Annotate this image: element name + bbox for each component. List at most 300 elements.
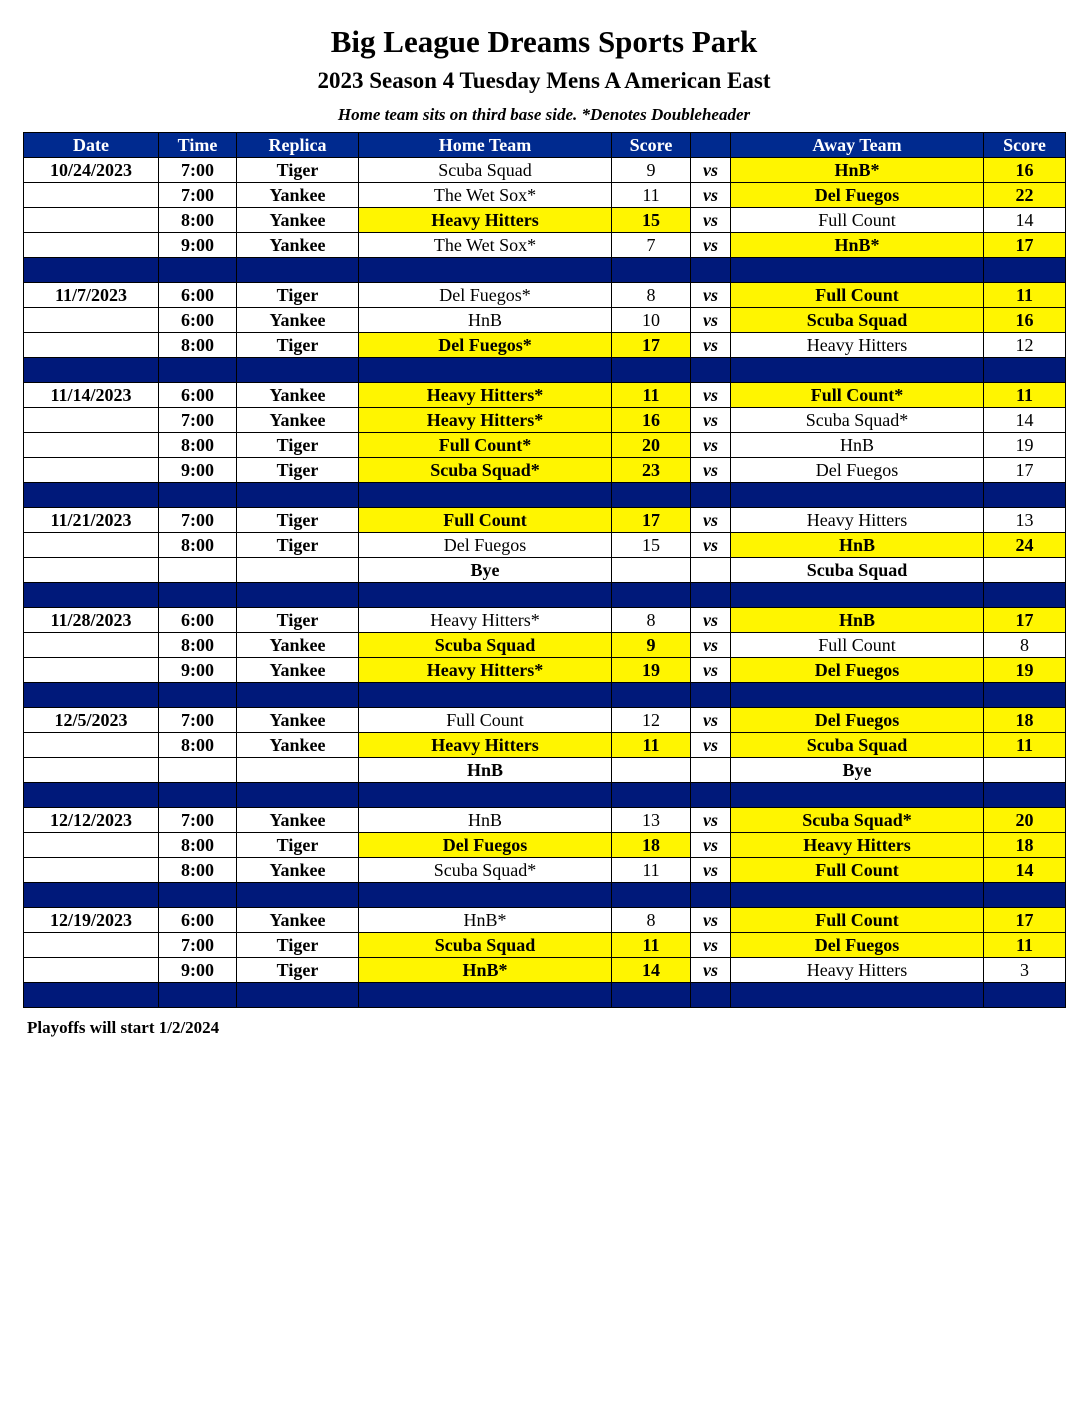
vs-cell: vs bbox=[691, 958, 731, 983]
home-team-cell: Heavy Hitters* bbox=[359, 658, 612, 683]
separator-cell bbox=[691, 983, 731, 1008]
table-row bbox=[24, 508, 1066, 533]
col-header-date: Date bbox=[24, 133, 159, 158]
separator-cell bbox=[359, 583, 612, 608]
date-cell: 10/24/2023 bbox=[24, 158, 159, 183]
replica-cell: Yankee bbox=[237, 633, 359, 658]
separator-cell bbox=[237, 358, 359, 383]
home-team-cell: Full Count* bbox=[359, 433, 612, 458]
away-team-cell: Scuba Squad bbox=[731, 733, 984, 758]
home-team-cell: Heavy Hitters bbox=[359, 733, 612, 758]
table-row bbox=[24, 733, 1066, 758]
time-cell: 7:00 bbox=[159, 933, 237, 958]
away-team-cell: HnB* bbox=[731, 158, 984, 183]
home-team-cell: The Wet Sox* bbox=[359, 183, 612, 208]
time-cell: 9:00 bbox=[159, 958, 237, 983]
away-score-cell: 11 bbox=[984, 933, 1066, 958]
home-team-cell: HnB bbox=[359, 758, 612, 783]
date-cell bbox=[24, 308, 159, 333]
vs-cell: vs bbox=[691, 858, 731, 883]
replica-cell: Yankee bbox=[237, 208, 359, 233]
home-team-cell: Heavy Hitters* bbox=[359, 383, 612, 408]
away-team-cell: Scuba Squad bbox=[731, 558, 984, 583]
home-team-cell: HnB bbox=[359, 808, 612, 833]
away-score-cell: 11 bbox=[984, 283, 1066, 308]
time-cell bbox=[159, 758, 237, 783]
header-row bbox=[24, 133, 1066, 158]
home-score-cell: 17 bbox=[612, 333, 691, 358]
separator-cell bbox=[24, 883, 159, 908]
home-score-cell: 19 bbox=[612, 658, 691, 683]
table-row bbox=[24, 933, 1066, 958]
away-score-cell bbox=[984, 758, 1066, 783]
separator-cell bbox=[691, 258, 731, 283]
home-team-cell: HnB bbox=[359, 308, 612, 333]
home-score-cell: 17 bbox=[612, 508, 691, 533]
table-row bbox=[24, 208, 1066, 233]
home-score-cell: 14 bbox=[612, 958, 691, 983]
separator-cell bbox=[237, 583, 359, 608]
table-row bbox=[24, 558, 1066, 583]
separator-cell bbox=[731, 883, 984, 908]
away-score-cell: 17 bbox=[984, 908, 1066, 933]
separator-cell bbox=[24, 783, 159, 808]
time-cell: 7:00 bbox=[159, 408, 237, 433]
away-score-cell: 24 bbox=[984, 533, 1066, 558]
separator-cell bbox=[691, 358, 731, 383]
replica-cell: Tiger bbox=[237, 283, 359, 308]
separator-cell bbox=[359, 883, 612, 908]
separator-cell bbox=[159, 483, 237, 508]
table-row bbox=[24, 858, 1066, 883]
home-score-cell: 9 bbox=[612, 158, 691, 183]
separator-cell bbox=[984, 483, 1066, 508]
separator-cell bbox=[237, 683, 359, 708]
away-score-cell: 13 bbox=[984, 508, 1066, 533]
away-score-cell: 11 bbox=[984, 383, 1066, 408]
separator-row bbox=[24, 358, 1066, 383]
away-score-cell bbox=[984, 558, 1066, 583]
separator-cell bbox=[237, 483, 359, 508]
replica-cell bbox=[237, 758, 359, 783]
replica-cell: Tiger bbox=[237, 158, 359, 183]
date-cell bbox=[24, 533, 159, 558]
separator-cell bbox=[691, 583, 731, 608]
separator-cell bbox=[159, 358, 237, 383]
replica-cell: Tiger bbox=[237, 333, 359, 358]
table-row bbox=[24, 608, 1066, 633]
separator-cell bbox=[984, 683, 1066, 708]
time-cell: 8:00 bbox=[159, 733, 237, 758]
table-row bbox=[24, 758, 1066, 783]
home-team-cell: Scuba Squad* bbox=[359, 458, 612, 483]
away-score-cell: 17 bbox=[984, 458, 1066, 483]
separator-cell bbox=[984, 583, 1066, 608]
col-header-away-team: Away Team bbox=[731, 133, 984, 158]
vs-cell: vs bbox=[691, 158, 731, 183]
replica-cell: Yankee bbox=[237, 658, 359, 683]
separator-cell bbox=[612, 483, 691, 508]
home-score-cell: 11 bbox=[612, 858, 691, 883]
replica-cell: Tiger bbox=[237, 958, 359, 983]
schedule-body bbox=[24, 158, 1066, 1008]
date-cell bbox=[24, 558, 159, 583]
separator-cell bbox=[691, 483, 731, 508]
away-team-cell: Bye bbox=[731, 758, 984, 783]
vs-cell: vs bbox=[691, 283, 731, 308]
page-subtitle: 2023 Season 4 Tuesday Mens A American East bbox=[317, 68, 771, 93]
separator-cell bbox=[359, 358, 612, 383]
replica-cell: Yankee bbox=[237, 908, 359, 933]
away-score-cell: 14 bbox=[984, 858, 1066, 883]
vs-cell: vs bbox=[691, 333, 731, 358]
replica-cell: Yankee bbox=[237, 808, 359, 833]
away-team-cell: HnB bbox=[731, 533, 984, 558]
away-team-cell: Heavy Hitters bbox=[731, 333, 984, 358]
date-cell bbox=[24, 433, 159, 458]
away-team-cell: Full Count bbox=[731, 633, 984, 658]
schedule-table bbox=[23, 132, 1066, 1008]
time-cell: 7:00 bbox=[159, 158, 237, 183]
vs-cell: vs bbox=[691, 733, 731, 758]
away-score-cell: 11 bbox=[984, 733, 1066, 758]
col-header-home-team: Home Team bbox=[359, 133, 612, 158]
away-score-cell: 14 bbox=[984, 408, 1066, 433]
table-row bbox=[24, 308, 1066, 333]
separator-cell bbox=[159, 583, 237, 608]
vs-cell: vs bbox=[691, 433, 731, 458]
time-cell: 7:00 bbox=[159, 183, 237, 208]
separator-cell bbox=[159, 258, 237, 283]
time-cell: 8:00 bbox=[159, 533, 237, 558]
vs-cell: vs bbox=[691, 408, 731, 433]
time-cell: 9:00 bbox=[159, 233, 237, 258]
time-cell: 9:00 bbox=[159, 458, 237, 483]
date-cell bbox=[24, 458, 159, 483]
replica-cell: Yankee bbox=[237, 308, 359, 333]
home-score-cell: 15 bbox=[612, 533, 691, 558]
separator-cell bbox=[612, 683, 691, 708]
date-cell bbox=[24, 733, 159, 758]
away-score-cell: 18 bbox=[984, 708, 1066, 733]
away-score-cell: 17 bbox=[984, 233, 1066, 258]
col-header-time: Time bbox=[159, 133, 237, 158]
home-score-cell: 8 bbox=[612, 608, 691, 633]
date-cell bbox=[24, 408, 159, 433]
separator-cell bbox=[984, 358, 1066, 383]
home-team-cell: Heavy Hitters bbox=[359, 208, 612, 233]
home-score-cell: 16 bbox=[612, 408, 691, 433]
home-score-cell bbox=[612, 558, 691, 583]
home-team-cell: Full Count bbox=[359, 508, 612, 533]
separator-row bbox=[24, 883, 1066, 908]
home-team-cell: Full Count bbox=[359, 708, 612, 733]
table-row bbox=[24, 233, 1066, 258]
date-cell: 12/5/2023 bbox=[24, 708, 159, 733]
home-score-cell: 18 bbox=[612, 833, 691, 858]
away-team-cell: HnB bbox=[731, 433, 984, 458]
home-score-cell: 23 bbox=[612, 458, 691, 483]
separator-cell bbox=[984, 983, 1066, 1008]
vs-cell: vs bbox=[691, 308, 731, 333]
away-team-cell: Del Fuegos bbox=[731, 458, 984, 483]
vs-cell: vs bbox=[691, 383, 731, 408]
separator-cell bbox=[24, 483, 159, 508]
time-cell: 7:00 bbox=[159, 808, 237, 833]
separator-cell bbox=[24, 983, 159, 1008]
time-cell: 7:00 bbox=[159, 508, 237, 533]
home-score-cell: 12 bbox=[612, 708, 691, 733]
separator-cell bbox=[237, 983, 359, 1008]
separator-cell bbox=[731, 783, 984, 808]
date-cell: 12/12/2023 bbox=[24, 808, 159, 833]
time-cell: 8:00 bbox=[159, 333, 237, 358]
separator-cell bbox=[984, 883, 1066, 908]
separator-cell bbox=[612, 783, 691, 808]
date-cell bbox=[24, 233, 159, 258]
replica-cell: Tiger bbox=[237, 433, 359, 458]
away-score-cell: 17 bbox=[984, 608, 1066, 633]
date-cell bbox=[24, 958, 159, 983]
date-cell bbox=[24, 183, 159, 208]
table-row bbox=[24, 908, 1066, 933]
home-team-cell: Del Fuegos* bbox=[359, 283, 612, 308]
separator-cell bbox=[237, 883, 359, 908]
time-cell: 8:00 bbox=[159, 433, 237, 458]
separator-cell bbox=[731, 983, 984, 1008]
time-cell: 9:00 bbox=[159, 658, 237, 683]
home-score-cell: 8 bbox=[612, 908, 691, 933]
time-cell: 8:00 bbox=[159, 633, 237, 658]
away-score-cell: 16 bbox=[984, 308, 1066, 333]
separator-cell bbox=[691, 683, 731, 708]
replica-cell: Yankee bbox=[237, 733, 359, 758]
separator-row bbox=[24, 983, 1066, 1008]
time-cell: 6:00 bbox=[159, 283, 237, 308]
away-team-cell: Full Count bbox=[731, 208, 984, 233]
time-cell: 8:00 bbox=[159, 208, 237, 233]
home-team-cell: The Wet Sox* bbox=[359, 233, 612, 258]
table-row bbox=[24, 658, 1066, 683]
away-score-cell: 8 bbox=[984, 633, 1066, 658]
replica-cell: Yankee bbox=[237, 408, 359, 433]
separator-cell bbox=[359, 683, 612, 708]
time-cell: 6:00 bbox=[159, 608, 237, 633]
date-cell bbox=[24, 933, 159, 958]
separator-cell bbox=[159, 783, 237, 808]
vs-cell: vs bbox=[691, 533, 731, 558]
home-score-cell: 15 bbox=[612, 208, 691, 233]
separator-cell bbox=[612, 583, 691, 608]
home-team-cell: Del Fuegos bbox=[359, 833, 612, 858]
separator-cell bbox=[359, 983, 612, 1008]
away-score-cell: 18 bbox=[984, 833, 1066, 858]
table-row bbox=[24, 708, 1066, 733]
page-note: Home team sits on third base side. *Denotes Doubleheader bbox=[337, 105, 751, 124]
vs-cell: vs bbox=[691, 833, 731, 858]
vs-cell bbox=[691, 558, 731, 583]
separator-cell bbox=[24, 258, 159, 283]
vs-cell: vs bbox=[691, 908, 731, 933]
away-team-cell: Heavy Hitters bbox=[731, 508, 984, 533]
home-team-cell: Heavy Hitters* bbox=[359, 608, 612, 633]
vs-cell bbox=[691, 758, 731, 783]
away-team-cell: Scuba Squad* bbox=[731, 808, 984, 833]
date-cell bbox=[24, 758, 159, 783]
col-header-replica: Replica bbox=[237, 133, 359, 158]
home-team-cell: HnB* bbox=[359, 958, 612, 983]
separator-cell bbox=[731, 583, 984, 608]
away-score-cell: 12 bbox=[984, 333, 1066, 358]
time-cell bbox=[159, 558, 237, 583]
home-score-cell: 11 bbox=[612, 933, 691, 958]
replica-cell: Tiger bbox=[237, 458, 359, 483]
away-team-cell: HnB bbox=[731, 608, 984, 633]
separator-cell bbox=[984, 258, 1066, 283]
col-header-away-score: Score bbox=[984, 133, 1066, 158]
away-team-cell: Scuba Squad bbox=[731, 308, 984, 333]
replica-cell: Tiger bbox=[237, 533, 359, 558]
date-cell bbox=[24, 208, 159, 233]
separator-cell bbox=[359, 483, 612, 508]
away-team-cell: Del Fuegos bbox=[731, 183, 984, 208]
replica-cell: Tiger bbox=[237, 933, 359, 958]
home-team-cell: Scuba Squad bbox=[359, 633, 612, 658]
home-score-cell: 8 bbox=[612, 283, 691, 308]
table-row bbox=[24, 408, 1066, 433]
vs-cell: vs bbox=[691, 808, 731, 833]
separator-cell bbox=[731, 483, 984, 508]
date-cell: 11/7/2023 bbox=[24, 283, 159, 308]
time-cell: 6:00 bbox=[159, 383, 237, 408]
away-score-cell: 19 bbox=[984, 658, 1066, 683]
date-cell: 11/14/2023 bbox=[24, 383, 159, 408]
time-cell: 8:00 bbox=[159, 833, 237, 858]
separator-cell bbox=[359, 783, 612, 808]
replica-cell: Yankee bbox=[237, 233, 359, 258]
replica-cell: Yankee bbox=[237, 183, 359, 208]
separator-cell bbox=[612, 258, 691, 283]
away-team-cell: Del Fuegos bbox=[731, 933, 984, 958]
vs-cell: vs bbox=[691, 608, 731, 633]
date-cell bbox=[24, 333, 159, 358]
time-cell: 6:00 bbox=[159, 308, 237, 333]
away-team-cell: Full Count bbox=[731, 908, 984, 933]
separator-cell bbox=[691, 883, 731, 908]
home-score-cell: 7 bbox=[612, 233, 691, 258]
date-cell bbox=[24, 833, 159, 858]
vs-cell: vs bbox=[691, 658, 731, 683]
table-row bbox=[24, 533, 1066, 558]
time-cell: 7:00 bbox=[159, 708, 237, 733]
home-team-cell: Scuba Squad bbox=[359, 158, 612, 183]
away-team-cell: Del Fuegos bbox=[731, 658, 984, 683]
away-score-cell: 3 bbox=[984, 958, 1066, 983]
time-cell: 6:00 bbox=[159, 908, 237, 933]
table-row bbox=[24, 458, 1066, 483]
separator-cell bbox=[359, 258, 612, 283]
separator-cell bbox=[237, 783, 359, 808]
vs-cell: vs bbox=[691, 708, 731, 733]
home-score-cell: 11 bbox=[612, 383, 691, 408]
home-team-cell: Bye bbox=[359, 558, 612, 583]
table-row bbox=[24, 433, 1066, 458]
separator-cell bbox=[24, 683, 159, 708]
home-team-cell: Del Fuegos* bbox=[359, 333, 612, 358]
home-team-cell: HnB* bbox=[359, 908, 612, 933]
away-team-cell: Heavy Hitters bbox=[731, 833, 984, 858]
replica-cell bbox=[237, 558, 359, 583]
replica-cell: Yankee bbox=[237, 858, 359, 883]
separator-cell bbox=[984, 783, 1066, 808]
vs-cell: vs bbox=[691, 208, 731, 233]
separator-row bbox=[24, 683, 1066, 708]
away-team-cell: Full Count bbox=[731, 283, 984, 308]
table-row bbox=[24, 808, 1066, 833]
separator-cell bbox=[159, 683, 237, 708]
separator-cell bbox=[612, 883, 691, 908]
col-header-vs bbox=[691, 133, 731, 158]
table-row bbox=[24, 333, 1066, 358]
separator-row bbox=[24, 258, 1066, 283]
separator-cell bbox=[24, 358, 159, 383]
separator-row bbox=[24, 783, 1066, 808]
table-row bbox=[24, 183, 1066, 208]
separator-row bbox=[24, 583, 1066, 608]
table-row bbox=[24, 833, 1066, 858]
vs-cell: vs bbox=[691, 233, 731, 258]
away-team-cell: Full Count bbox=[731, 858, 984, 883]
away-score-cell: 16 bbox=[984, 158, 1066, 183]
home-team-cell: Scuba Squad bbox=[359, 933, 612, 958]
table-row bbox=[24, 158, 1066, 183]
separator-cell bbox=[691, 783, 731, 808]
away-team-cell: Del Fuegos bbox=[731, 708, 984, 733]
table-row bbox=[24, 633, 1066, 658]
home-team-cell: Heavy Hitters* bbox=[359, 408, 612, 433]
home-score-cell: 11 bbox=[612, 183, 691, 208]
separator-cell bbox=[731, 358, 984, 383]
date-cell bbox=[24, 633, 159, 658]
separator-cell bbox=[731, 258, 984, 283]
separator-cell bbox=[731, 683, 984, 708]
home-score-cell: 10 bbox=[612, 308, 691, 333]
away-team-cell: Full Count* bbox=[731, 383, 984, 408]
home-score-cell: 20 bbox=[612, 433, 691, 458]
away-score-cell: 22 bbox=[984, 183, 1066, 208]
away-score-cell: 20 bbox=[984, 808, 1066, 833]
replica-cell: Yankee bbox=[237, 383, 359, 408]
replica-cell: Tiger bbox=[237, 608, 359, 633]
home-team-cell: Del Fuegos bbox=[359, 533, 612, 558]
table-row bbox=[24, 283, 1066, 308]
date-cell: 11/21/2023 bbox=[24, 508, 159, 533]
time-cell: 8:00 bbox=[159, 858, 237, 883]
vs-cell: vs bbox=[691, 508, 731, 533]
table-row bbox=[24, 958, 1066, 983]
away-score-cell: 14 bbox=[984, 208, 1066, 233]
away-score-cell: 19 bbox=[984, 433, 1066, 458]
date-cell: 12/19/2023 bbox=[24, 908, 159, 933]
separator-cell bbox=[159, 983, 237, 1008]
home-score-cell: 11 bbox=[612, 733, 691, 758]
vs-cell: vs bbox=[691, 633, 731, 658]
home-team-cell: Scuba Squad* bbox=[359, 858, 612, 883]
date-cell bbox=[24, 858, 159, 883]
page-title: Big League Dreams Sports Park bbox=[330, 24, 758, 59]
separator-cell bbox=[612, 983, 691, 1008]
col-header-home-score: Score bbox=[612, 133, 691, 158]
